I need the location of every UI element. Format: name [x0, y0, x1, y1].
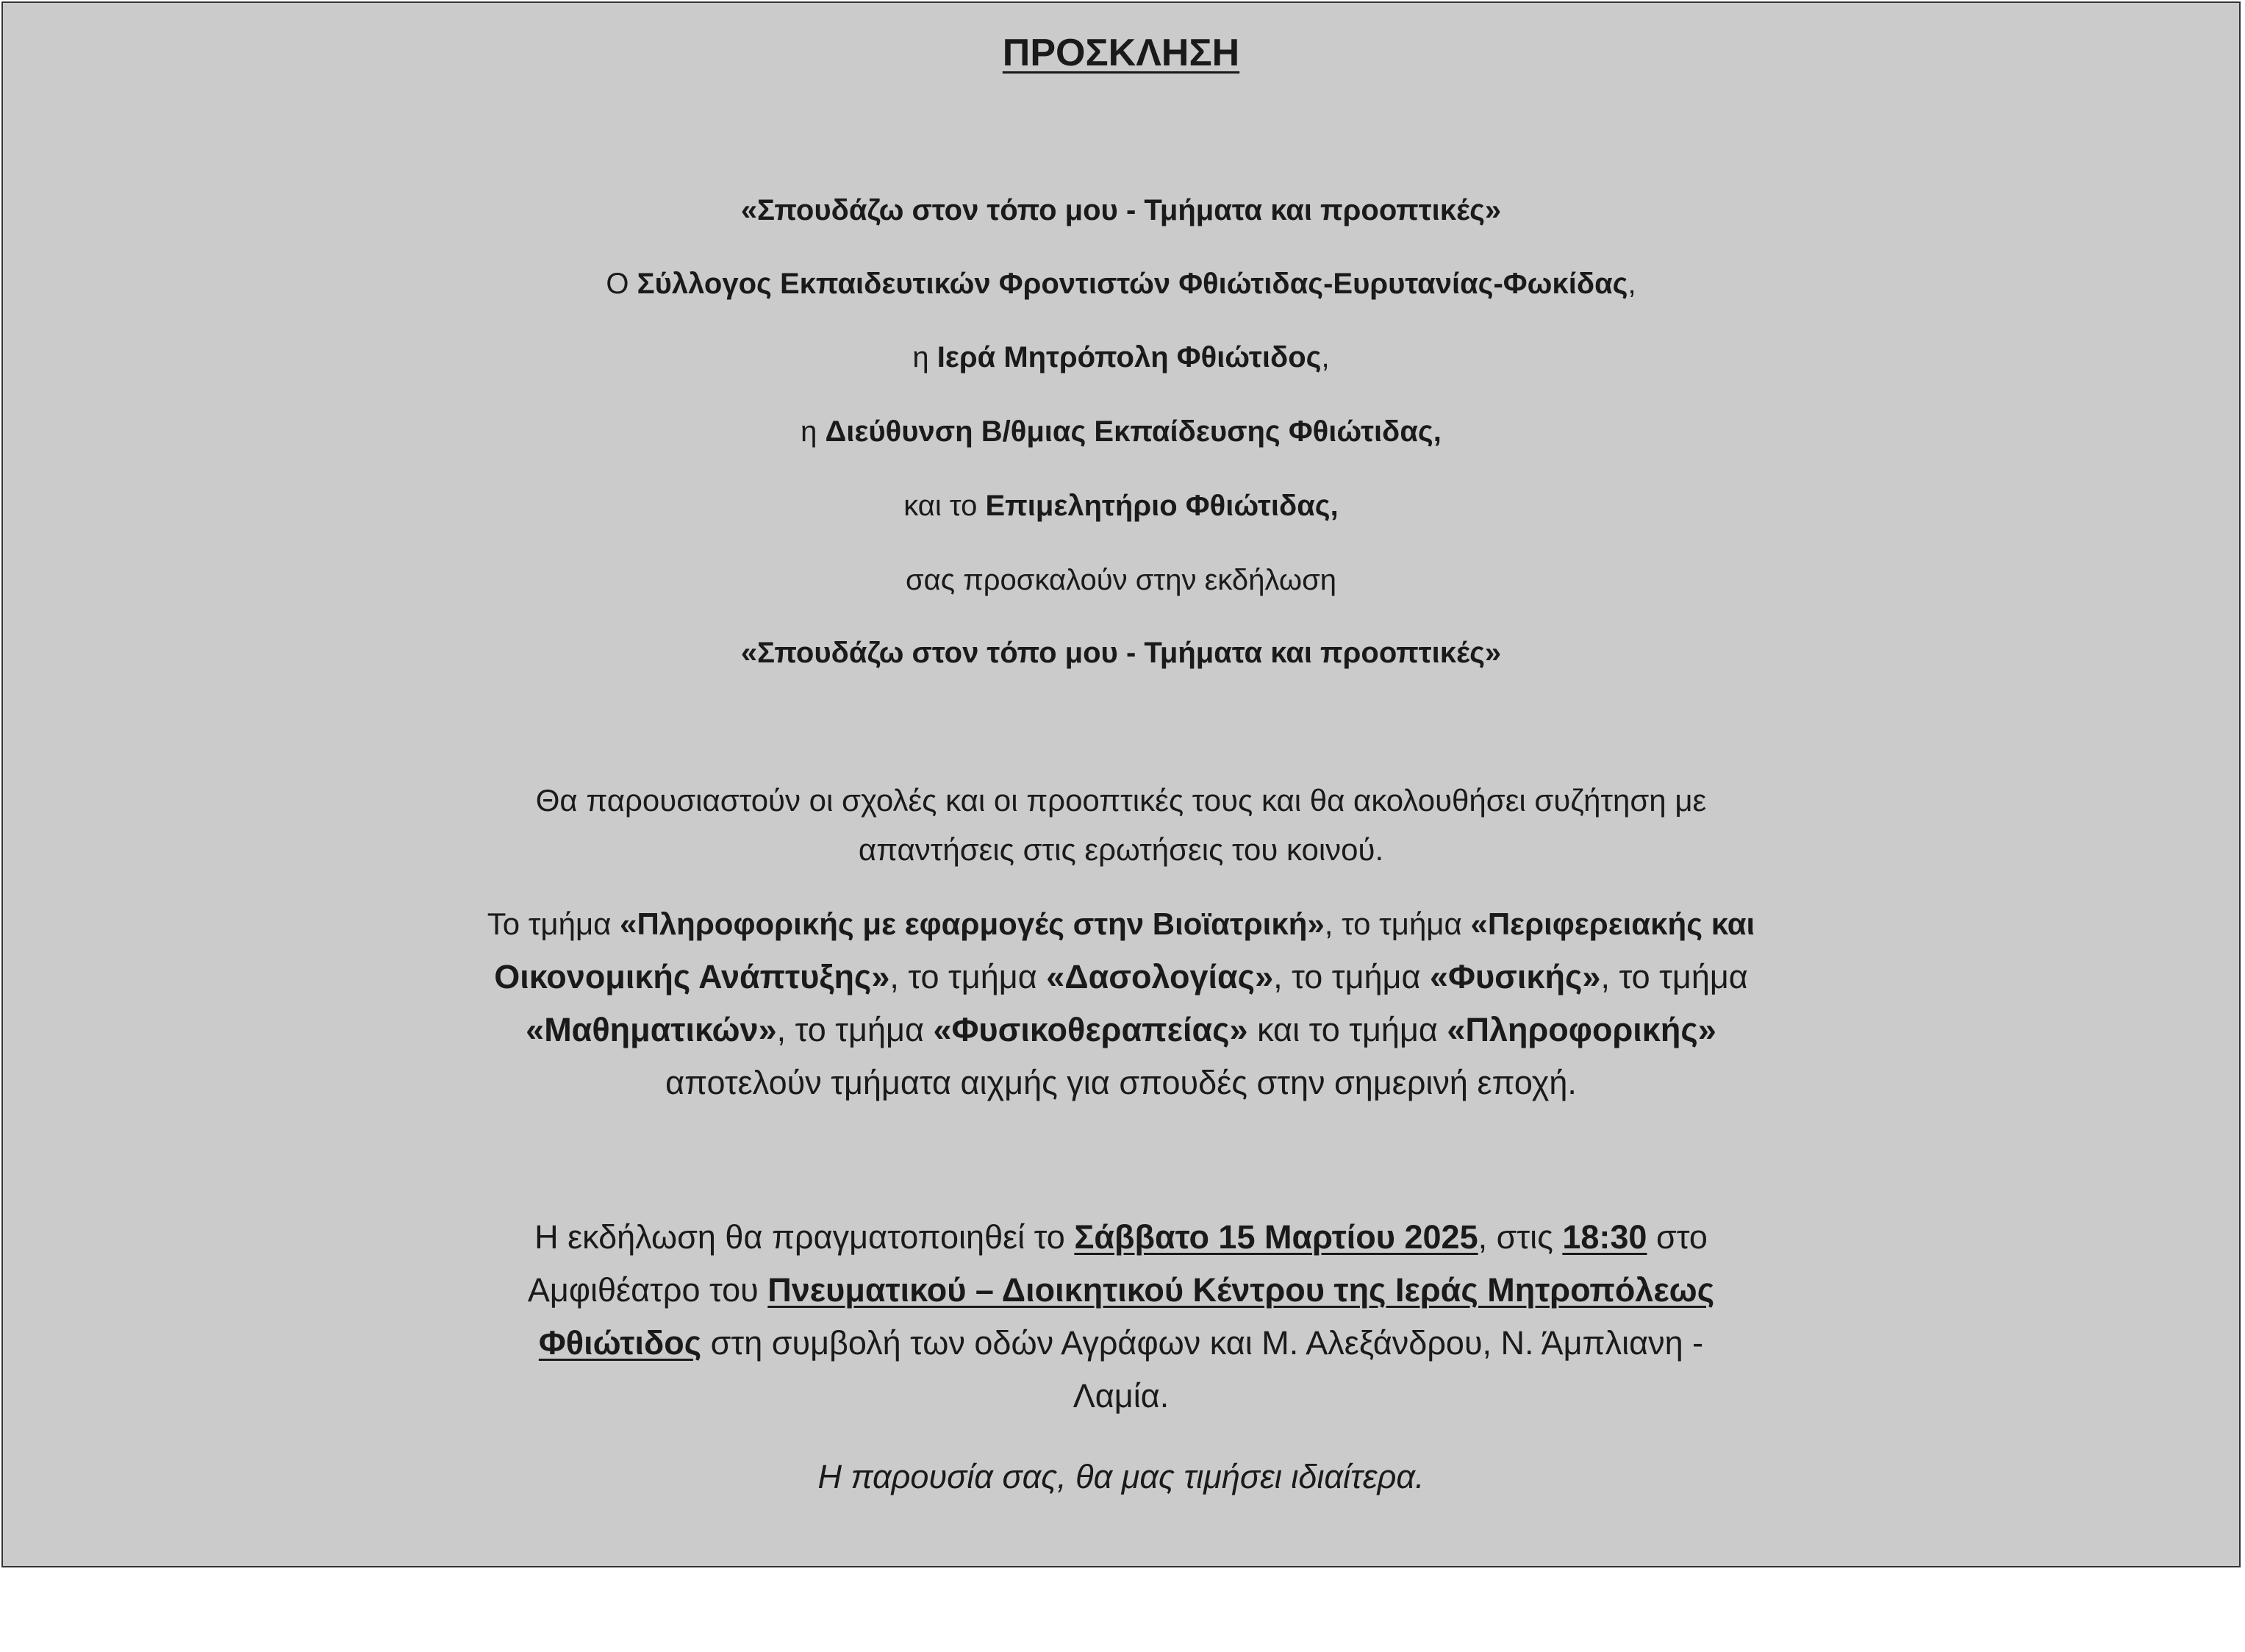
text-segment: , το τμήμα — [1324, 907, 1471, 941]
departments-line-2 — [3, 960, 2239, 993]
event-date: Σάββατο 15 Μαρτίου 2025 — [1074, 1218, 1478, 1256]
text-segment: στο — [1647, 1218, 1708, 1256]
text-segment: Το τμήμα — [487, 907, 620, 941]
organizer-prefix: η — [801, 415, 826, 448]
presentation-line-1: Θα παρουσιαστούν οι σχολές και οι προοπτικές τους και θα ακολουθήσει συζήτηση με — [535, 783, 1707, 818]
organizer-prefix: η — [912, 341, 937, 373]
department-bioinformatics: «Πληροφορικής με εφαρμογές στην Βιοϊατρική» — [620, 907, 1325, 941]
event-name: «Σπουδάζω στον τόπο μου - Τμήματα και προοπτικές» — [740, 194, 1502, 226]
text-segment: Η εκδήλωση θα πραγματοποιηθεί το — [534, 1218, 1075, 1256]
text-segment: , στις — [1478, 1218, 1563, 1256]
event-details-line-1 — [3, 1220, 2239, 1254]
invite-text: σας προσκαλούν στην εκδήλωση — [905, 564, 1336, 596]
event-details-line-4: Λαμία. — [1073, 1377, 1170, 1415]
event-venue: Πνευματικού – Διοικητικού Κέντρου της Ιεράς Μητροπόλεως — [767, 1271, 1715, 1309]
department-physiotherapy: «Φυσικοθεραπείας» — [933, 1011, 1248, 1048]
invitation-panel — [1, 1, 2241, 1567]
event-name-repeat: «Σπουδάζω στον τόπο μου - Τμήματα και προοπτικές» — [740, 637, 1502, 669]
department-forestry: «Δασολογίας» — [1046, 958, 1274, 995]
event-name-repeat-line — [3, 638, 2239, 668]
departments-line-4: αποτελούν τμήματα αιχμής για σπουδές στην σημερινή εποχή. — [665, 1064, 1577, 1101]
organizer-prefix: και το — [903, 490, 986, 522]
organizer-line-2 — [3, 343, 2239, 372]
closing-line: Η παρουσία σας, θα μας τιμήσει ιδιαίτερα. — [817, 1458, 1425, 1495]
organizer-name: Ιερά Μητρόπολη Φθιώτιδος — [937, 341, 1322, 373]
department-physics: «Φυσικής» — [1429, 958, 1601, 995]
department-regional-economics: «Περιφερειακής και — [1470, 907, 1755, 941]
event-time: 18:30 — [1562, 1218, 1647, 1256]
organizer-line-4 — [3, 491, 2239, 521]
text-segment: , το τμήμα — [1273, 958, 1430, 995]
text-segment: , το τμήμα — [776, 1011, 934, 1048]
event-details-line-2 — [3, 1271, 2239, 1309]
text-segment: στη συμβολή των οδών Αγράφων και Μ. Αλεξάνδρου, Ν. Άμπλιανη - — [701, 1324, 1704, 1362]
text-segment: , το τμήμα — [889, 958, 1047, 995]
departments-line-3 — [3, 1013, 2239, 1046]
organizer-suffix: , — [1628, 268, 1636, 300]
event-details-line-3 — [3, 1324, 2239, 1362]
organizer-name: Διεύθυνση Β/θμιας Εκπαίδευσης Φθιώτιδας, — [825, 415, 1442, 448]
event-name-heading — [3, 196, 2239, 225]
organizer-line-3 — [3, 417, 2239, 446]
text-segment: και το τμήμα — [1247, 1011, 1447, 1048]
organizer-name: Σύλλογος Εκπαιδευτικών Φροντιστών Φθιώτιδας-Ευρυτανίας-Φωκίδας — [637, 268, 1628, 300]
organizer-name: Επιμελητήριο Φθιώτιδας, — [985, 490, 1339, 522]
event-venue-cont: Φθιώτιδος — [538, 1324, 702, 1362]
organizer-line-1 — [3, 269, 2239, 298]
organizer-prefix: Ο — [606, 268, 637, 300]
department-informatics: «Πληροφορικής» — [1447, 1011, 1716, 1048]
department-regional-economics-cont: Οικονομικής Ανάπτυξης» — [494, 958, 890, 995]
presentation-line-2: απαντήσεις στις ερωτήσεις του κοινού. — [858, 832, 1384, 867]
organizer-suffix: , — [1321, 341, 1330, 373]
text-segment: , το τμήμα — [1600, 958, 1748, 995]
invitation-title: ΠΡΟΣΚΛΗΣΗ — [1002, 32, 1240, 74]
departments-line-1 — [3, 909, 2239, 940]
department-mathematics: «Μαθηματικών» — [526, 1011, 777, 1048]
text-segment: Αμφιθέατρο του — [527, 1271, 768, 1309]
